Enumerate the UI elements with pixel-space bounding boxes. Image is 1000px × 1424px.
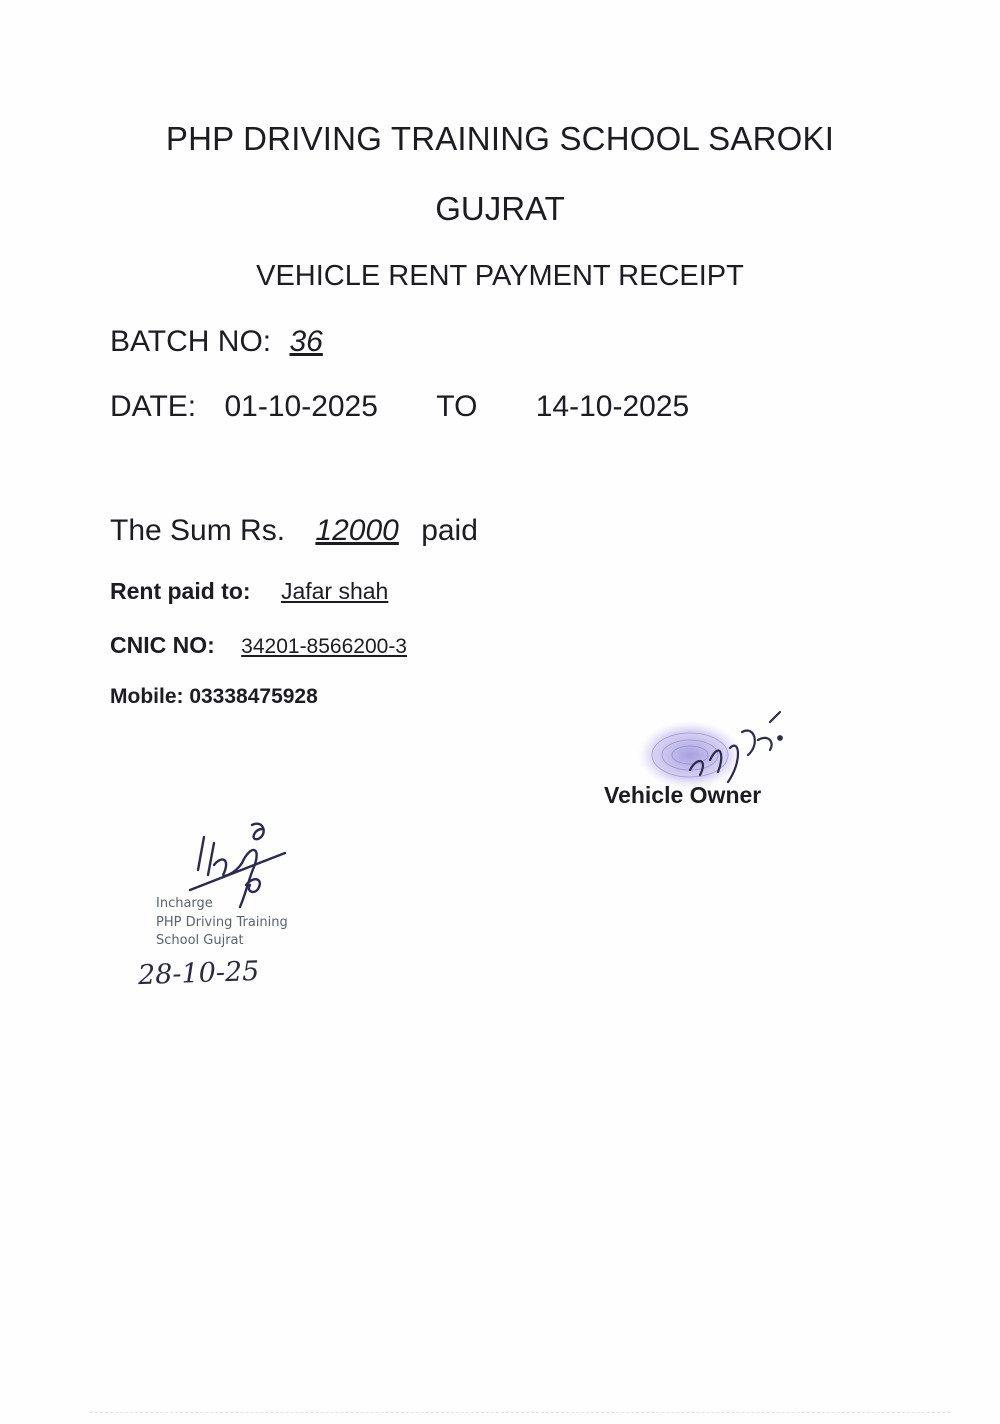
school-city: GUJRAT: [435, 190, 565, 227]
vehicle-owner-label: Vehicle Owner: [604, 782, 762, 808]
date-label: DATE:: [110, 390, 197, 423]
stamp-school-line: PHP Driving Training: [156, 915, 288, 930]
handwritten-date: 28-10-25: [137, 955, 260, 992]
batch-row: [110, 325, 323, 359]
thumbprint-mark: [638, 721, 742, 789]
school-name: PHP DRIVING TRAINING SCHOOL SAROKI: [165, 120, 835, 157]
date-to: 14-10-2025: [535, 390, 690, 423]
cnic-row: [110, 632, 407, 659]
rent-label: Rent paid to:: [110, 578, 251, 604]
cnic-label: CNIC NO:: [110, 632, 215, 658]
rent-recipient: Jafar shah: [280, 578, 389, 604]
sum-row: [110, 514, 478, 548]
batch-value: 36: [289, 325, 323, 358]
date-from: 01-10-2025: [224, 390, 378, 423]
scan-edge-line: [90, 1412, 950, 1416]
mobile-row: Mobile: 03338475928: [110, 685, 318, 708]
receipt-title: VEHICLE RENT PAYMENT RECEIPT: [256, 260, 744, 292]
date-row: [110, 390, 689, 424]
rent-row: [110, 578, 388, 605]
stamp-incharge-line: Incharge: [156, 896, 213, 911]
stamp-city-line: School Gujrat: [156, 933, 244, 948]
sum-suffix: paid: [421, 514, 478, 547]
batch-label: BATCH NO:: [110, 325, 272, 358]
date-to-label: TO: [436, 390, 478, 423]
sum-prefix: The Sum Rs.: [110, 514, 286, 547]
cnic-value: 34201-8566200-3: [241, 635, 407, 658]
sum-amount: 12000: [315, 514, 399, 547]
